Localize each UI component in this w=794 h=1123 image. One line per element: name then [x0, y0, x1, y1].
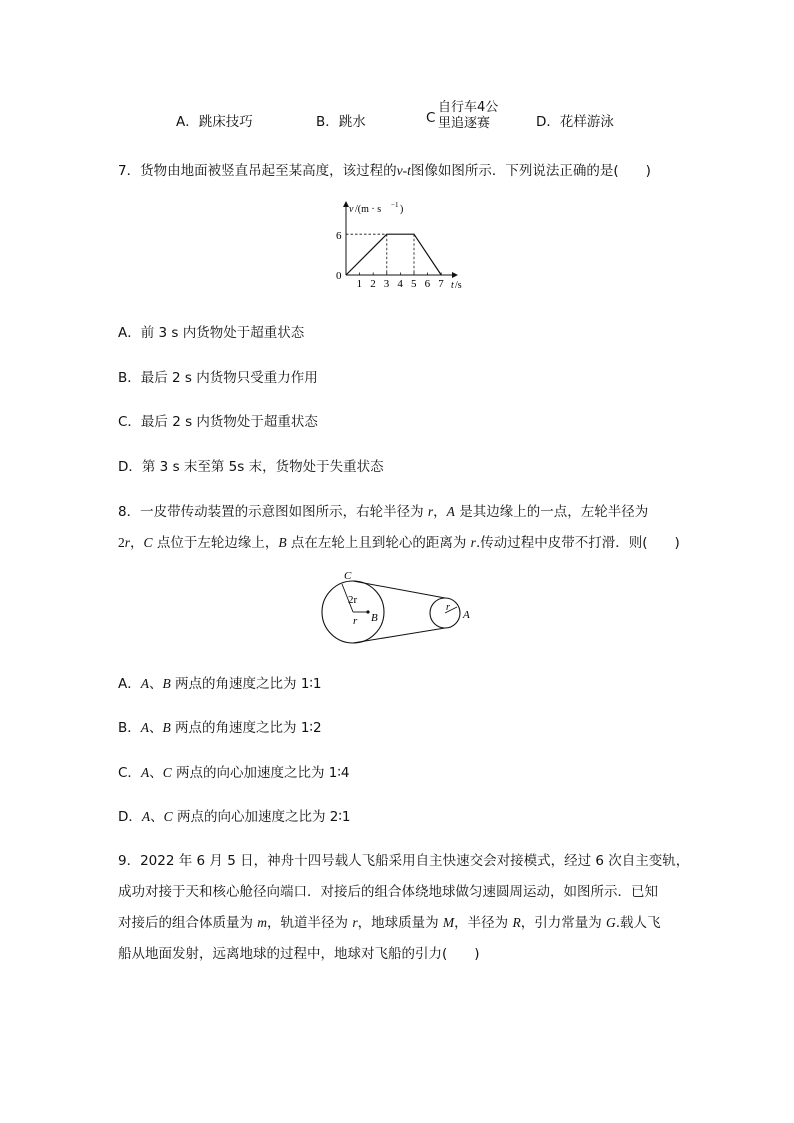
- q8-l1-a: 8．一皮带传动装置的示意图如图所示，右轮半径为: [118, 504, 428, 520]
- q9-line2: 成功对接于天和核心舱径向端口．对接后的组合体绕地球做匀速圆周运动，如图所示．已知: [118, 884, 658, 900]
- q7-ylabel-var: v: [349, 204, 354, 215]
- q7-stem-dash: -: [402, 163, 408, 178]
- q7-origin-label: 0: [336, 270, 342, 282]
- q8-l2-e: .传动过程中皮带不打滑．则( ): [475, 535, 680, 551]
- q8-belt-top: [353, 581, 445, 598]
- q7-stem: [118, 159, 651, 179]
- q7-ylabel-exp: −1: [391, 201, 399, 209]
- q8-l2-C: C: [143, 535, 153, 550]
- q9-line4: 船从地面发射，远离地球的过程中，地球对飞船的引力( ): [118, 946, 480, 962]
- q9-l3-m: m: [257, 915, 268, 930]
- q8-stem-line2: [118, 531, 680, 551]
- q7-option-a: A．前 3 s 内货物处于超重状态: [118, 325, 305, 341]
- q8-option-a: [118, 672, 322, 692]
- q8-label-2r: 2r: [348, 594, 358, 606]
- q9-l3-d: ，半径为: [454, 915, 513, 931]
- q6-option-c-line2: 里追逐赛: [438, 116, 491, 131]
- q9-l3-G: G: [606, 915, 616, 930]
- q7-x-tick-label: 6: [424, 278, 431, 290]
- q8-option-c: [118, 761, 349, 781]
- q7-vt-graph: [330, 196, 470, 296]
- q8-label-b: B: [371, 612, 378, 624]
- q8-od-sep: 、: [150, 809, 164, 825]
- q8-l2-d: 点在左轮上且到轮心的距离为: [286, 535, 471, 551]
- q7-option-c: C．最后 2 s 内货物处于超重状态: [118, 414, 318, 430]
- q8-label-a: A: [463, 609, 470, 621]
- q8-belt-figure: [310, 566, 485, 650]
- q8-stem-line1: [118, 500, 648, 520]
- q8-l1-c: 是其边缘上的一点，左轮半径为: [454, 504, 649, 520]
- q9-l3-r: r: [352, 915, 358, 930]
- q8-od-post: 两点的向心加速度之比为 2∶1: [172, 809, 351, 825]
- q6-option-c-line1: 自行车4公: [438, 100, 499, 115]
- q8-oc-post: 两点的向心加速度之比为 1∶4: [171, 765, 350, 781]
- q8-point-b: [366, 610, 369, 613]
- q6-option-c-prefix: C: [426, 110, 436, 126]
- q8-oc-p2: C: [162, 765, 172, 780]
- q7-y-tick-6: 6: [336, 230, 342, 242]
- q7-stem-tail: 图像如图所示．下列说法正确的是( ): [410, 163, 651, 179]
- q8-label-r-right: r: [446, 602, 450, 613]
- q7-x-tick-label: 1: [356, 278, 363, 290]
- q7-stem-text: 7．货物由地面被竖直吊起至某高度，该过程的: [118, 163, 397, 179]
- q8-l2-c: 点位于左轮边缘上，: [152, 535, 279, 551]
- q6-option-d: D．花样游泳: [536, 114, 614, 130]
- q8-oa-p2: B: [162, 676, 171, 691]
- q8-l2-b: ，: [130, 535, 144, 551]
- q8-oa-pre: A．: [118, 676, 141, 692]
- q8-ob-p2: B: [162, 720, 171, 735]
- q7-stem-t: t: [407, 163, 411, 178]
- q7-stem-v: v: [396, 163, 403, 178]
- q8-ob-p1: A: [140, 720, 150, 735]
- q8-l2-r: r: [124, 535, 131, 550]
- q7-x-tick-label: 2: [370, 278, 376, 290]
- q8-ob-pre: B．: [118, 720, 141, 736]
- q9-l3-a: 对接后的组合体质量为: [118, 915, 258, 931]
- q7-option-b: B．最后 2 s 内货物只受重力作用: [118, 370, 318, 386]
- q6-option-c: [438, 100, 498, 132]
- q9-l3-R: R: [512, 915, 521, 930]
- q9-l3-c: ，地球质量为: [357, 915, 443, 931]
- q8-ob-post: 两点的角速度之比为 1∶2: [170, 720, 322, 736]
- q8-oc-pre: C．: [118, 765, 141, 781]
- q9-l3-e: ，引力常量为: [520, 915, 606, 931]
- q7-x-tick-label: 4: [397, 278, 403, 290]
- q8-label-r-left: r: [353, 615, 358, 627]
- q9-line3: [118, 911, 661, 931]
- q8-oa-sep: 、: [149, 676, 163, 692]
- q6-option-b: B．跳水: [316, 114, 366, 130]
- q8-l1-A: A: [446, 504, 455, 519]
- q8-label-c: C: [344, 570, 352, 582]
- q8-od-pre: D．: [118, 809, 142, 825]
- q6-option-a: A．跳床技巧: [176, 114, 253, 130]
- q8-oc-sep: 、: [149, 765, 163, 781]
- q8-l2-B: B: [278, 535, 287, 550]
- q8-l1-r: r: [427, 504, 434, 519]
- q7-x-tick-label: 7: [438, 278, 444, 290]
- q9-line1: 9．2022 年 6 月 5 日，神舟十四号载人飞船采用自主快速交会对接模式，经过 6 次自主变轨，: [118, 853, 690, 869]
- q8-oa-p1: A: [140, 676, 149, 691]
- q7-x-tick-label: 3: [383, 278, 390, 290]
- q8-l1-b: ，: [433, 504, 447, 520]
- q7-xlabel-var: t: [451, 280, 454, 291]
- q9-l3-b: ，轨道半径为: [267, 915, 353, 931]
- q8-ob-sep: 、: [149, 720, 163, 736]
- q8-option-d: [118, 805, 350, 825]
- q8-od-p2: C: [163, 809, 173, 824]
- q8-oa-post: 两点的角速度之比为 1∶1: [170, 676, 322, 692]
- q8-belt-bottom: [353, 628, 445, 643]
- q7-option-d: D．第 3 s 末至第 5s 末，货物处于失重状态: [118, 459, 384, 475]
- q8-od-p1: A: [141, 809, 151, 824]
- q8-l2-a: 2: [118, 535, 125, 550]
- q9-l3-M: M: [442, 915, 455, 930]
- q7-xlabel-unit: /s: [455, 280, 462, 291]
- q7-ylabel-close: ): [400, 204, 404, 215]
- q8-l2-r2: r: [470, 535, 476, 550]
- q8-option-b: [118, 716, 322, 736]
- q7-x-tick-label: 5: [411, 278, 417, 290]
- q9-l3-f: .载人飞: [615, 915, 661, 931]
- q8-oc-p1: A: [140, 765, 150, 780]
- q7-velocity-line: [346, 234, 441, 275]
- q7-ylabel-unit: /(m · s: [355, 204, 382, 215]
